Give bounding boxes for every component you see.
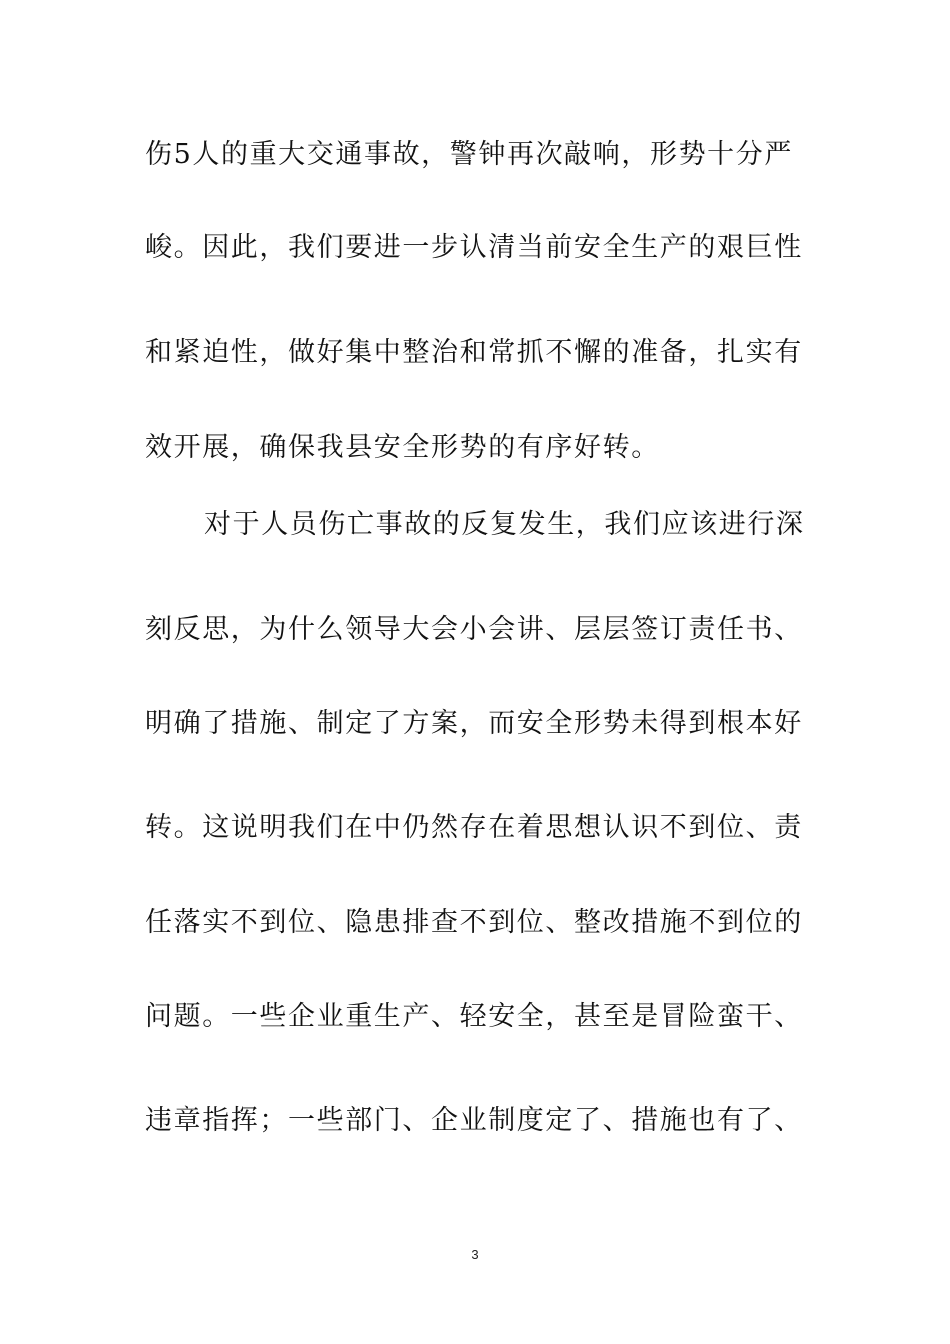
paragraph-line: 转。这说明我们在中仍然存在着思想认识不到位、责 [145, 812, 803, 843]
paragraph-line: 对于人员伤亡事故的反复发生，我们应该进行深 [204, 509, 805, 540]
paragraph-line: 峻。因此，我们要进一步认清当前安全生产的艰巨性 [145, 232, 803, 263]
paragraph-line: 明确了措施、制定了方案，而安全形势未得到根本好 [145, 708, 803, 739]
page-number: 3 [471, 1247, 479, 1262]
paragraph-line: 问题。一些企业重生产、轻安全，甚至是冒险蛮干、 [145, 1001, 803, 1032]
paragraph-line: 任落实不到位、隐患排查不到位、整改措施不到位的 [145, 907, 803, 938]
paragraph-line: 和紧迫性，做好集中整治和常抓不懈的准备，扎实有 [145, 337, 803, 368]
paragraph-line: 违章指挥；一些部门、企业制度定了、措施也有了、 [145, 1105, 803, 1136]
paragraph-line: 刻反思，为什么领导大会小会讲、层层签订责任书、 [145, 614, 803, 645]
paragraph-line: 伤5人的重大交通事故，警钟再次敲响，形势十分严 [145, 139, 793, 170]
paragraph-line: 效开展，确保我县安全形势的有序好转。 [145, 432, 660, 463]
